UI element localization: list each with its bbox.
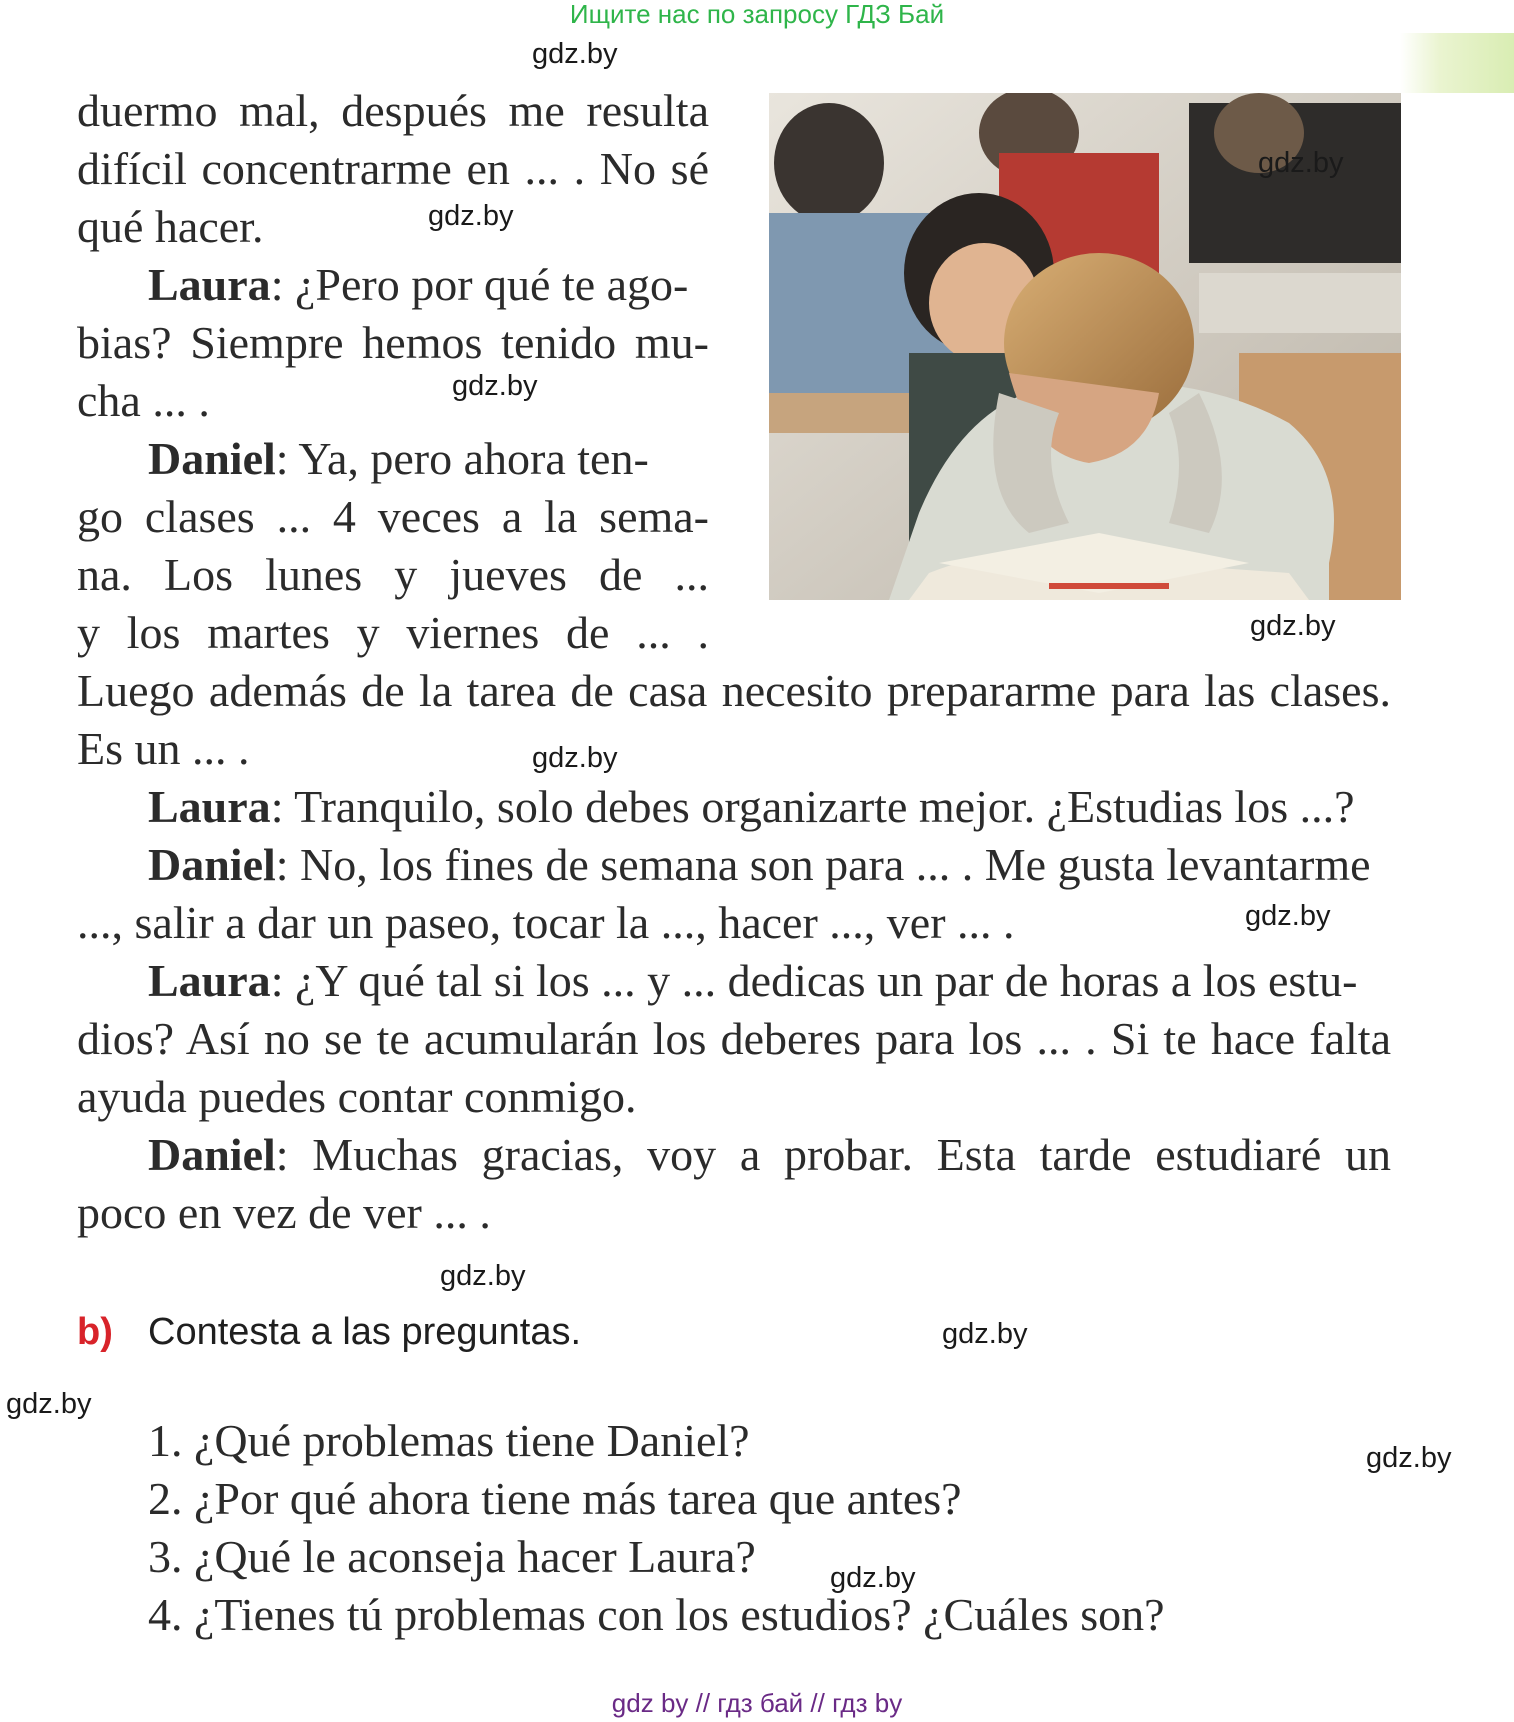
text-line: qué hacer. <box>77 201 264 252</box>
speaker-name: Laura <box>148 781 271 832</box>
speaker-line <box>148 836 1371 894</box>
text-line: duermo mal, después me resulta <box>77 85 709 136</box>
top-banner: Ищите нас по запросу ГДЗ Бай <box>569 0 945 29</box>
speaker-text: : No, los fines de semana son para ... . Me gusta levantarme <box>275 839 1371 890</box>
speaker-name: Daniel <box>148 839 276 890</box>
text-line: na. Los lunes y jueves de ... <box>77 549 709 600</box>
speaker-text: : ¿Y qué tal si los ... y ... dedicas un par de horas a los estu- <box>270 955 1358 1006</box>
watermark: gdz.by <box>830 1562 916 1594</box>
speaker-line <box>148 430 649 488</box>
speaker-text: : Tranquilo, solo debes organizarte mejor. ¿Estudias los ...? <box>270 781 1355 832</box>
watermark: gdz.by <box>1258 147 1344 179</box>
text-line: ..., salir a dar un paseo, tocar la ..., hacer ..., ver ... . <box>77 897 1015 948</box>
speaker-line <box>148 952 1357 1010</box>
speaker-text: : Ya, pero ahora ten- <box>275 433 649 484</box>
speaker-name: Daniel <box>148 1129 276 1180</box>
text-line: ayuda puedes contar conmigo. <box>77 1071 637 1122</box>
corner-tab-decoration <box>1400 33 1514 93</box>
watermark: gdz.by <box>452 370 538 402</box>
text-line: Es un ... . <box>77 723 250 774</box>
text-line: y los martes y viernes de ... . <box>77 607 709 658</box>
speaker-line <box>148 1126 1391 1184</box>
exercise-title: Contesta a las preguntas. <box>148 1311 582 1353</box>
text-line: difícil concentrarme en ... . No sé <box>77 143 709 194</box>
watermark: gdz.by <box>532 38 618 70</box>
question-item: 4. ¿Tienes tú problemas con los estudios? ¿Cuáles son? <box>148 1589 1165 1640</box>
text-line: dios? Así no se te acumularán los deberes para los ... . Si te hace falta <box>77 1013 1391 1064</box>
watermark: gdz.by <box>1245 900 1331 932</box>
watermark: gdz.by <box>428 200 514 232</box>
watermark: gdz.by <box>942 1318 1028 1350</box>
speaker-name: Laura <box>148 259 271 310</box>
speaker-text: : ¿Pero por qué te ago- <box>270 259 689 310</box>
text-line: Luego además de la tarea de casa necesito prepararme para las clases. <box>77 665 1391 716</box>
watermark: gdz.by <box>6 1388 92 1420</box>
text-line: cha ... . <box>77 375 210 426</box>
question-item: 2. ¿Por qué ahora tiene más tarea que antes? <box>148 1473 962 1524</box>
speaker-name: Laura <box>148 955 271 1006</box>
watermark: gdz.by <box>440 1260 526 1292</box>
watermark: gdz.by <box>1366 1442 1452 1474</box>
speaker-line <box>148 256 709 314</box>
question-item: 3. ¿Qué le aconseja hacer Laura? <box>148 1531 756 1582</box>
text-line: poco en vez de ver ... . <box>77 1187 491 1238</box>
footer-links: gdz by // гдз бай // гдз by <box>611 1688 903 1718</box>
watermark: gdz.by <box>532 742 618 774</box>
watermark: gdz.by <box>1250 610 1336 642</box>
speaker-text: : Muchas gracias, voy a probar. Esta tarde estudiaré un <box>275 1129 1391 1180</box>
question-item: 1. ¿Qué problemas tiene Daniel? <box>148 1415 750 1466</box>
text-line: go clases ... 4 veces a la sema- <box>77 491 709 542</box>
speaker-line <box>148 778 1355 836</box>
speaker-name: Daniel <box>148 433 276 484</box>
text-line: bias? Siempre hemos tenido mu- <box>77 317 709 368</box>
exercise-label: b) <box>77 1311 113 1353</box>
